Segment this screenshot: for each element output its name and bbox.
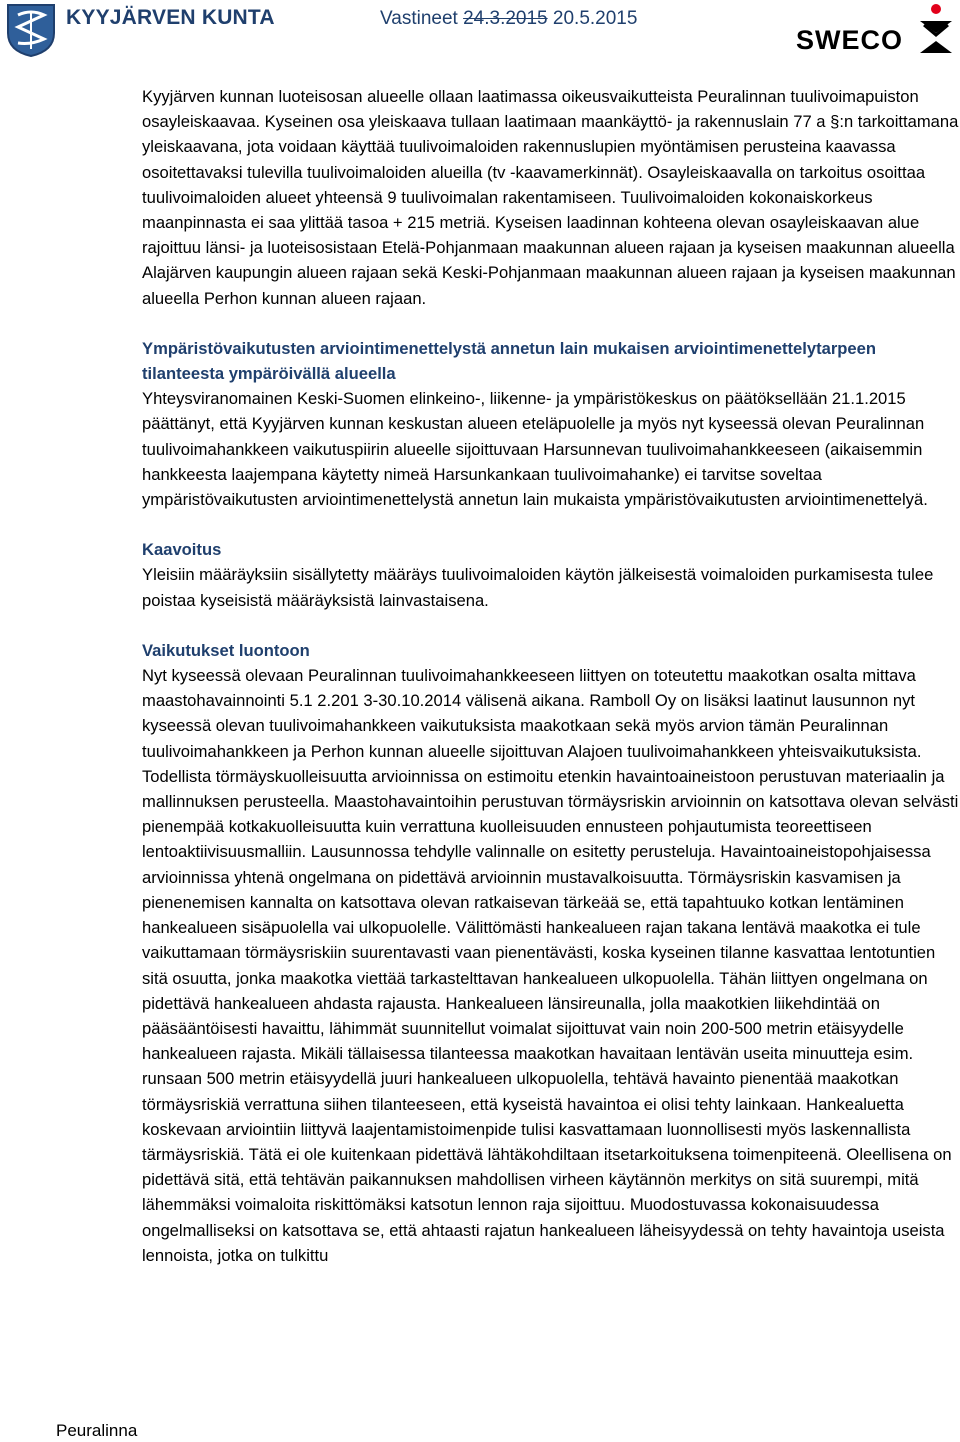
status-label: Vastineet [380,8,458,29]
section-heading-zoning: Kaavoitus [142,540,222,560]
sweco-logo-text: SWECO [796,25,904,55]
section-heading-nature: Vaikutukset luontoon [142,640,310,660]
sweco-logo-icon [914,3,958,57]
status-date: 20.5.2015 [552,8,638,29]
section-body-nature: Nyt kyseessä olevaan Peuralinnan tuulivoimahankkeeseen liittyen on toteutettu maakotkan osalta mittava maastohavainnointi 5.1 2.201 3-30.10.2014 välisenä aikana. Ramboll Oy on lisäksi laatinut lausunnon nyt kyseessä olevan tuulivoimahankkeen vaikutuksista maakotkaan sekä myös arvion tämän Peuralinnan tuulivoimahankkeen ja Perhon kunnan alueelle sijoittuvan Alajoen tuulivoimahankkeen yhteisvaikutuksista. Todellista törmäyskuolleisuutta arvioinnissa on estimoitu etenkin havaintoaineistoon perustuvan materiaalin ja mallinnuksen perusteella. Maastohavaintoihin perustuvan törmäysriskin arvioinnin on katsottava olevan selvästi pienempää kotkakuolleisuutta kuin verrattuna kuolleisuuden ennusteen pohjautumista teoreettiseen lentoaktiivisuusmalliin. Lausunnossa tehdylle valinnalle on esitetty perusteluja. Havaintoaineistopohjaisessa arvioinnissa yhtenä ongelmana on pidettävä arvioinnin mustavalkoisuutta. Törmäysriskin kasvamisen ja pienenemisen kannalta on katsottava olevan ratkaisevan tärkeää se, että tapahtuuko kotkan lentäminen hankealueen sisäpuolella vai ulkopuolelle. Välittömästi hankealueen rajan takana lentävä maakotka ei tule vaikuttamaan törmäysriskiin suurentavasti vaan pienentävästi, koska kyseinen tilanne kasvattaa lentotuntien sitä osuutta, jonka maakotka viettää tarkastelttavan hankealueen ulkopuolella. Tähän liittyen ongelmana on pidettävä hankealueen ahdasta rajausta. Hankealueen länsireunalla, jolla maakotkien liikehdintää on pääsääntöisesti havaittu, lähimmät suunnitellut voimalat sijoittuvat vain noin 200-500 metrin etäisyydelle hankealueen rajasta. Mikäli tällaisessa tilanteessa maakotkan havaitaan lentävän useita minuutteja esim. runsaan 500 metrin etäisyydellä juuri hankealueen ulkopuolella, tehtävä havainto pienentää maakotkan törmäysriskiä verrattuna siihen tilanteeseen, että kyseistä havaintoa ei olisi tehty lainkaan. Hankealuetta koskevaan arviointiin liittyvä laajentamistoimenpide tulisi kasvattamaan luonnollisesti myös laskennallista tärmäysriskiä. Tätä ei ole kuitenkaan pidettävä lähtäkohdiltaan itsetarkoituksena toimenpiteenä. Oleellisena on pidettävä sitä, että tehtävän paikannuksen mahdollisen virheen käytännön merkitys on sitä suurempi, mitä lähemmäksi voimaloita riskittömäksi katsotun lennon raja sijoittuu. Muodostuvassa kokonaisuudessa ongelmalliseksi on katsottava se, että ahtaasti rajatun hankealueen läheisyydessä on tehty havaintoja useista lennoista, jotka on tulkittu [142,666,959,1265]
section-heading-eia: Ympäristövaikutusten arviointimenettelystä annetun lain mukaisen arviointimenettelytarpeen tilanteesta ympäröivällä alueella [142,338,877,384]
organization-name: KYYJÄRVEN KUNTA [66,6,275,29]
page-header [0,0,960,60]
page-footer: Peuralinna [56,1421,138,1440]
section-body-zoning: Yleisiin määräyksiin sisällytetty määräys tuulivoimaloiden käytön jälkeisestä voimaloiden purkamisesta tulee poistaa kyseisistä määräyksistä lainvastaisena. [142,565,934,610]
intro-paragraph: Kyyjärven kunnan luoteisosan alueelle ollaan laatimassa oikeusvaikutteista Peuralinnan tuulivoimapuiston osayleiskaavaa. Kyseinen osa yleiskaava tullaan laatimaan maankäyttö- ja rakennuslain 77 a §:n tarkoittamana yleiskaavana, jota voidaan käyttää tuulivoimaloiden rakennuslupien myöntämisen perusteina kaavassa osoitettavaksi tulevilla tuulivoimaloiden alueilla (tv -kaavamerkinnät). Osayleiskaavalla on tarkoitus osoittaa tuulivoimaloiden alueet yhteensä 9 tuulivoimalan rakentamiseen. Tuulivoimaloiden kokonaiskorkeus maanpinnasta ei saa ylittää tasoa + 215 metriä. Kyseisen laadinnan kohteena olevan osayleiskaavan alue rajoittuu länsi- ja luoteisosistaan Etelä-Pohjanmaan maakunnan alueen rajaan ja kyseisen maakunnan alueella Alajärven kaupungin alueen rajaan sekä Keski-Pohjanmaan maakunnan alueen rajaan ja kyseisen maakunnan alueella Perhon kunnan alueen rajaan. [142,87,959,308]
document-status [380,8,637,30]
section-body-eia: Yhteysviranomainen Keski-Suomen elinkeino-, liikenne- ja ympäristökeskus on päätöksellään 21.1.2015 päättänyt, että Kyyjärven kunnan keskustan alueen eteläpuolelle ja myös nyt kyseessä olevan Peuralinnan tuulivoimahankkeen vaikutuspiirin alueelle sijoittuvaan Harsunnevan tuulivoimahankkeeseen (aikaisemmin hankkeesta laajempana käytetty nimeä Harsunkankaan tuulivoimahanke) ei tarvitse soveltaa ympäristövaikutusten arviointimenettelystä annetun lain mukaista ympäristövaikutusten arviointimenettelyä. [142,389,928,510]
municipal-crest-icon [4,3,58,57]
sweco-logo [796,3,958,57]
struck-date: 24.3.2015 [463,8,548,29]
document-body [142,84,960,1268]
